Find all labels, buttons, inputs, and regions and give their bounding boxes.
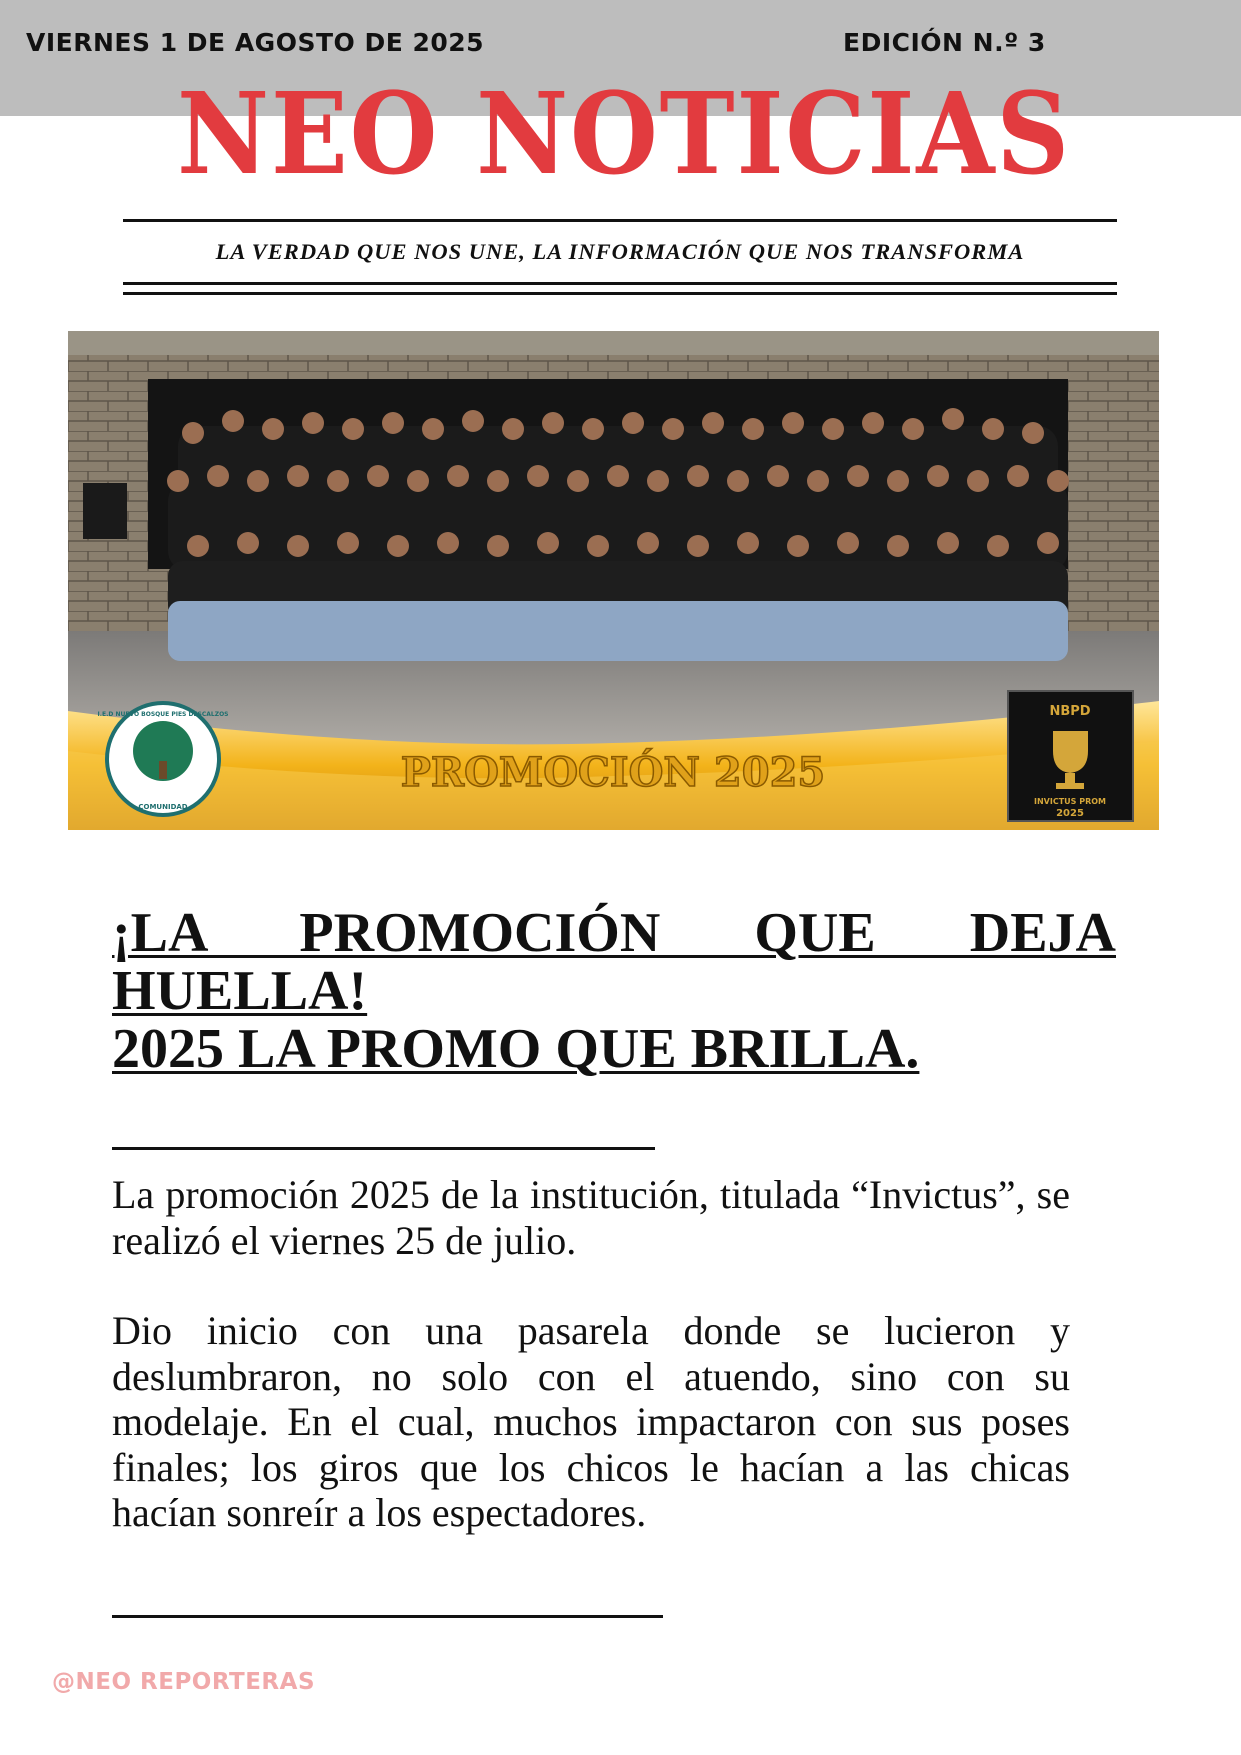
seal-text: I.E.D NUEVO BOSQUE PIES DESCALZOS <box>97 711 229 718</box>
headline-line-1: ¡LA PROMOCIÓN QUE DEJA <box>112 902 1116 964</box>
issue-date: VIERNES 1 DE AGOSTO DE 2025 <box>26 28 485 57</box>
prom-logo-top: NBPD <box>1049 704 1091 719</box>
masthead-rule-bottom-2 <box>123 292 1117 295</box>
separator-top <box>112 1147 655 1150</box>
footer-credit: @NEO REPORTERAS <box>52 1669 316 1695</box>
masthead-title: NEO NOTICIAS <box>177 69 1071 200</box>
masthead-rule-top <box>123 219 1117 222</box>
edition-number: EDICIÓN N.º 3 <box>843 28 1046 57</box>
trophy-icon <box>1053 731 1088 773</box>
headline-line-3: 2025 LA PROMO QUE BRILLA. <box>112 1018 920 1080</box>
article-body <box>112 1172 1070 1581</box>
banner-text: PROMOCIÓN 2025 <box>400 749 826 796</box>
prom-logo <box>1008 691 1133 821</box>
masthead-rule-bottom-1 <box>123 282 1117 285</box>
article-paragraph-2: Dio inicio con una pasarela donde se lucieron y deslumbraron, no solo con el atuendo, sino con su modelaje. En el cual, muchos impactaron con sus poses finales; los giros que los chicos le hacían a las chicas hacían sonreír a los espectadores. <box>112 1308 1070 1535</box>
article-headline <box>112 904 1116 1078</box>
prom-logo-text: INVICTUS PROM <box>1034 797 1106 806</box>
tagline: LA VERDAD QUE NOS UNE, LA INFORMACIÓN QUE NOS TRANSFORMA <box>215 239 1025 264</box>
prom-logo-year: 2025 <box>1056 808 1084 819</box>
article-paragraph-1: La promoción 2025 de la institución, titulada “Invictus”, se realizó el viernes 25 de julio. <box>112 1172 1070 1263</box>
group-photo <box>68 331 1159 830</box>
headline-line-2: HUELLA! <box>112 960 368 1022</box>
seal-bottom-text: COMUNIDAD <box>138 803 188 811</box>
separator-bottom <box>112 1615 663 1618</box>
